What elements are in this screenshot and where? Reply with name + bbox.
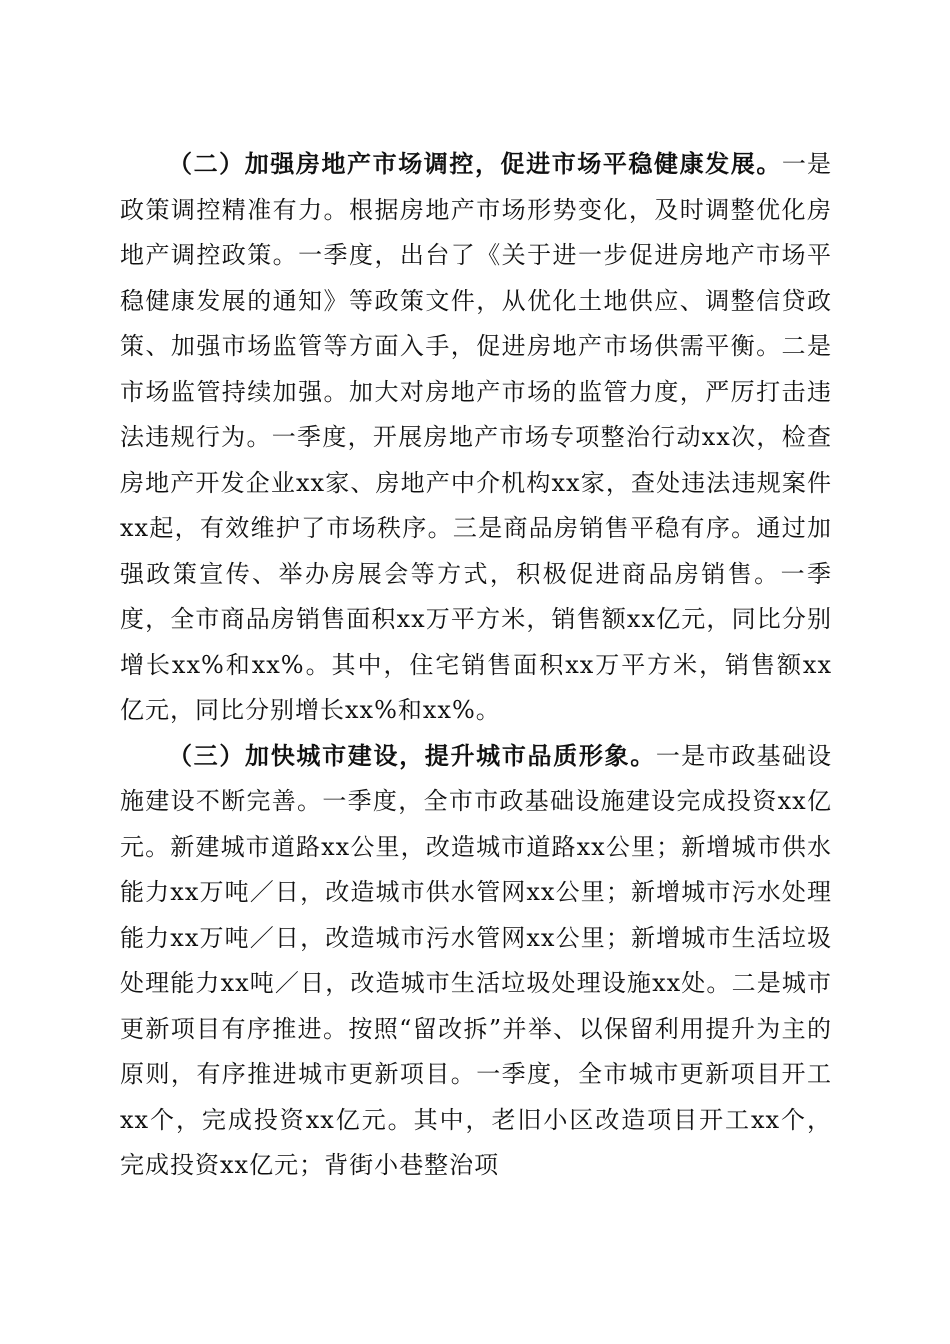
section-heading-2: （二）加强房地产市场调控，促进市场平稳健康发展。 xyxy=(168,150,782,178)
document-page xyxy=(120,142,832,1189)
section-body-3: 一是市政基础设施建设不断完善。一季度，全市市政基础设施建设完成投资xx亿元。新建城市道路xx公里，改造城市道路xx公里；新增城市供水能力xx万吨／日，改造城市供水管网xx公里；新增城市污水处理能力xx万吨／日，改造城市污水管网xx公里；新增城市生活垃圾处理能力xx吨／日，改造城市生活垃圾处理设施xx处。二是城市更新项目有序推进。按照“留改拆”并举、以保留利用提升为主的原则，有序推进城市更新项目。一季度，全市城市更新项目开工xx个，完成投资xx亿元。其中，老旧小区改造项目开工xx个，完成投资xx亿元；背街小巷整治项 xyxy=(120,741,833,1179)
section-paragraph-3 xyxy=(120,734,832,1189)
section-paragraph-2 xyxy=(120,142,832,734)
section-heading-3: （三）加快城市建设，提升城市品质形象。 xyxy=(168,741,656,770)
section-body-2: 一是政策调控精准有力。根据房地产市场形势变化，及时调整优化房地产调控政策。一季度，出台了《关于进一步促进房地产市场平稳健康发展的通知》等政策文件，从优化土地供应、调整信贷政策、加强市场监管等方面入手，促进房地产市场供需平衡。二是市场监管持续加强。加大对房地产市场的监管力度，严厉打击违法违规行为。一季度，开展房地产市场专项整治行动xx次，检查房地产开发企业xx家、房地产中介机构xx家，查处违法违规案件xx起，有效维护了市场秩序。三是商品房销售平稳有序。通过加强政策宣传、举办房展会等方式，积极促进商品房销售。一季度，全市商品房销售面积xx万平方米，销售额xx亿元，同比分别增长xx%和xx%。其中，住宅销售面积xx万平方米，销售额xx亿元，同比分别增长xx%和xx%。 xyxy=(120,150,833,724)
